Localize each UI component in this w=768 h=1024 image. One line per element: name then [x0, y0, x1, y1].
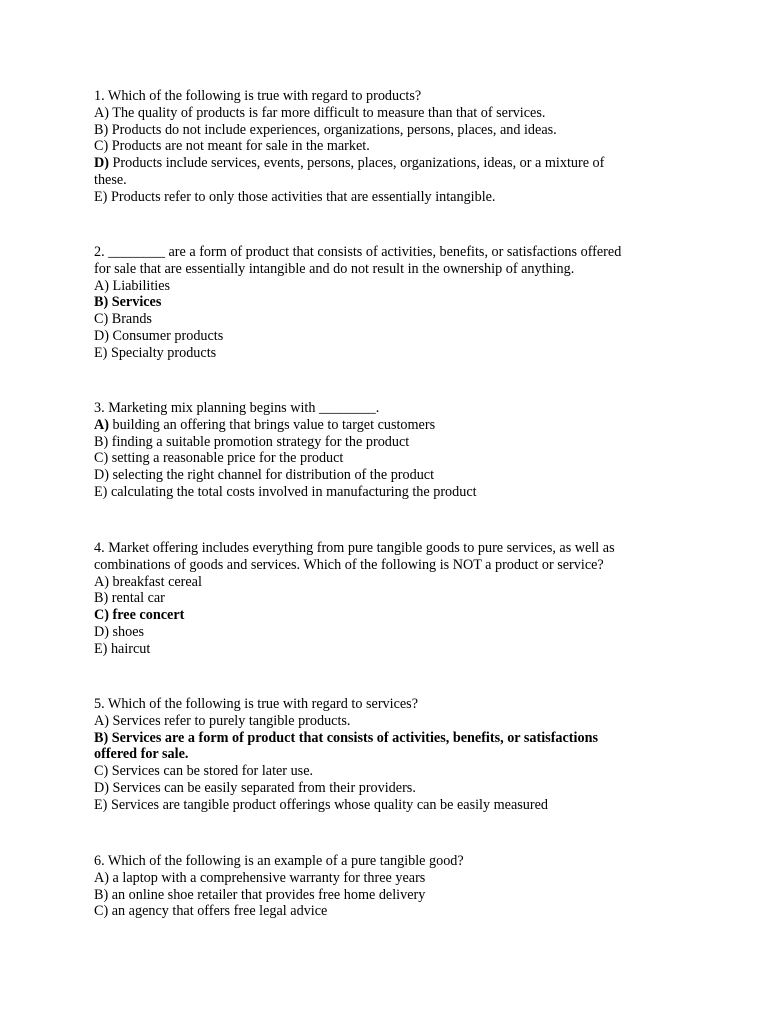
option-text: setting a reasonable price for the product — [108, 450, 344, 467]
question-2-option-b-correct — [94, 294, 684, 311]
option-letter: C) — [94, 450, 109, 467]
option-text: building an offering that brings value to target customers — [108, 416, 436, 433]
option-letter: D) — [94, 779, 109, 796]
question-3-option-d — [94, 467, 684, 484]
question-3-stem: 3. Marketing mix planning begins with ________. — [94, 400, 380, 416]
option-text: calculating the total costs involved in manufacturing the product — [107, 483, 477, 500]
option-letter: B) — [94, 590, 109, 607]
option-text: Services are tangible product offerings whose quality can be easily measured — [107, 796, 548, 813]
option-text: Products do not include experiences, organizations, persons, places, and ideas. — [108, 121, 557, 138]
correct-option-text: Services — [108, 294, 162, 311]
question-1-option-d — [94, 155, 684, 172]
option-text: Services can be stored for later use. — [108, 763, 314, 780]
question-5-option-e — [94, 797, 684, 814]
option-text: Specialty products — [107, 344, 217, 361]
option-text: selecting the right channel for distribution of the product — [108, 467, 435, 484]
correct-option-letter: B) — [94, 294, 109, 311]
option-text: Products refer to only those activities that are essentially intangible. — [107, 188, 496, 205]
question-5-option-b-continued: offered for sale. — [94, 746, 189, 763]
option-letter: D) — [94, 327, 109, 344]
question-4-option-c-correct — [94, 607, 684, 624]
question-6 — [94, 853, 684, 920]
option-letter: A) — [94, 104, 109, 121]
option-text: Products are not meant for sale in the market. — [108, 138, 370, 155]
option-text: The quality of products is far more difficult to measure than that of services. — [108, 104, 546, 121]
question-1-option-a — [94, 105, 684, 122]
question-1-option-e — [94, 189, 684, 206]
option-text: Brands — [108, 311, 152, 328]
option-letter: E) — [94, 796, 108, 813]
option-letter: A) — [94, 712, 109, 729]
question-5-option-a — [94, 713, 684, 730]
question-4 — [94, 540, 684, 658]
question-5 — [94, 696, 684, 814]
option-text: finding a suitable promotion strategy for the product — [108, 433, 410, 450]
question-2 — [94, 244, 684, 362]
question-2-option-a — [94, 278, 684, 295]
option-letter: C) — [94, 311, 109, 328]
option-text: Liabilities — [108, 277, 171, 294]
question-3-option-e — [94, 484, 684, 501]
option-text: haircut — [107, 640, 151, 657]
question-6-option-a — [94, 870, 684, 887]
question-3-option-c — [94, 450, 684, 467]
option-letter: A) — [94, 573, 109, 590]
option-letter: B) — [94, 433, 109, 450]
question-6-stem: 6. Which of the following is an example of a pure tangible good? — [94, 853, 464, 869]
option-text: a laptop with a comprehensive warranty for three years — [108, 869, 426, 886]
option-text: an online shoe retailer that provides free home delivery — [108, 886, 426, 903]
correct-option-text: free concert — [108, 607, 185, 624]
question-4-option-a — [94, 574, 684, 591]
option-text: Services can be easily separated from their providers. — [108, 779, 416, 796]
question-5-option-c — [94, 763, 684, 780]
question-1-option-c — [94, 138, 684, 155]
question-3-option-a — [94, 417, 684, 434]
option-text: shoes — [108, 623, 145, 640]
option-letter: E) — [94, 640, 108, 657]
correct-option-letter: C) — [94, 607, 109, 624]
question-4-stem-line-1: 4. Market offering includes everything from pure tangible goods to pure services, as well as — [94, 540, 615, 556]
question-4-stem-line-2: combinations of goods and services. Which of the following is NOT a product or service? — [94, 556, 604, 573]
correct-option-letter: D) — [94, 155, 109, 172]
question-2-option-c — [94, 311, 684, 328]
option-letter: C) — [94, 138, 109, 155]
correct-option-letter: B) — [94, 729, 109, 746]
question-4-option-b — [94, 590, 684, 607]
option-letter: A) — [94, 869, 109, 886]
correct-option-text: Services are a form of product that consists of activities, benefits, or satisfactions — [108, 729, 598, 746]
option-letter: B) — [94, 886, 109, 903]
option-letter: E) — [94, 483, 108, 500]
option-letter: B) — [94, 121, 109, 138]
question-2-stem-line-2: for sale that are essentially intangible and do not result in the ownership of anything. — [94, 260, 575, 277]
question-3-option-b — [94, 434, 684, 451]
option-letter: D) — [94, 623, 109, 640]
question-5-stem: 5. Which of the following is true with regard to services? — [94, 696, 418, 712]
option-letter: D) — [94, 467, 109, 484]
question-4-option-e — [94, 641, 684, 658]
option-letter: E) — [94, 188, 108, 205]
option-text: Services refer to purely tangible products. — [108, 712, 351, 729]
question-6-option-c — [94, 903, 684, 920]
question-1-option-b — [94, 122, 684, 139]
question-3 — [94, 400, 684, 501]
question-2-stem-line-1: 2. ________ are a form of product that consists of activities, benefits, or satisfactions offered — [94, 244, 622, 260]
question-1-option-d-continued: these. — [94, 171, 127, 188]
question-6-option-b — [94, 887, 684, 904]
option-text: an agency that offers free legal advice — [108, 903, 328, 920]
question-2-option-e — [94, 345, 684, 362]
option-letter: A) — [94, 277, 109, 294]
question-1 — [94, 88, 684, 206]
question-2-option-d — [94, 328, 684, 345]
option-letter: C) — [94, 903, 109, 920]
option-text: breakfast cereal — [108, 573, 202, 590]
option-text: Products include services, events, persons, places, organizations, ideas, or a mixture of — [108, 155, 605, 172]
question-4-option-d — [94, 624, 684, 641]
option-letter: E) — [94, 344, 108, 361]
option-text: rental car — [108, 590, 165, 607]
question-1-stem: 1. Which of the following is true with regard to products? — [94, 88, 422, 104]
question-5-option-d — [94, 780, 684, 797]
option-text: Consumer products — [108, 327, 224, 344]
correct-option-letter: A) — [94, 416, 109, 433]
option-letter: C) — [94, 763, 109, 780]
question-5-option-b-correct — [94, 730, 684, 747]
